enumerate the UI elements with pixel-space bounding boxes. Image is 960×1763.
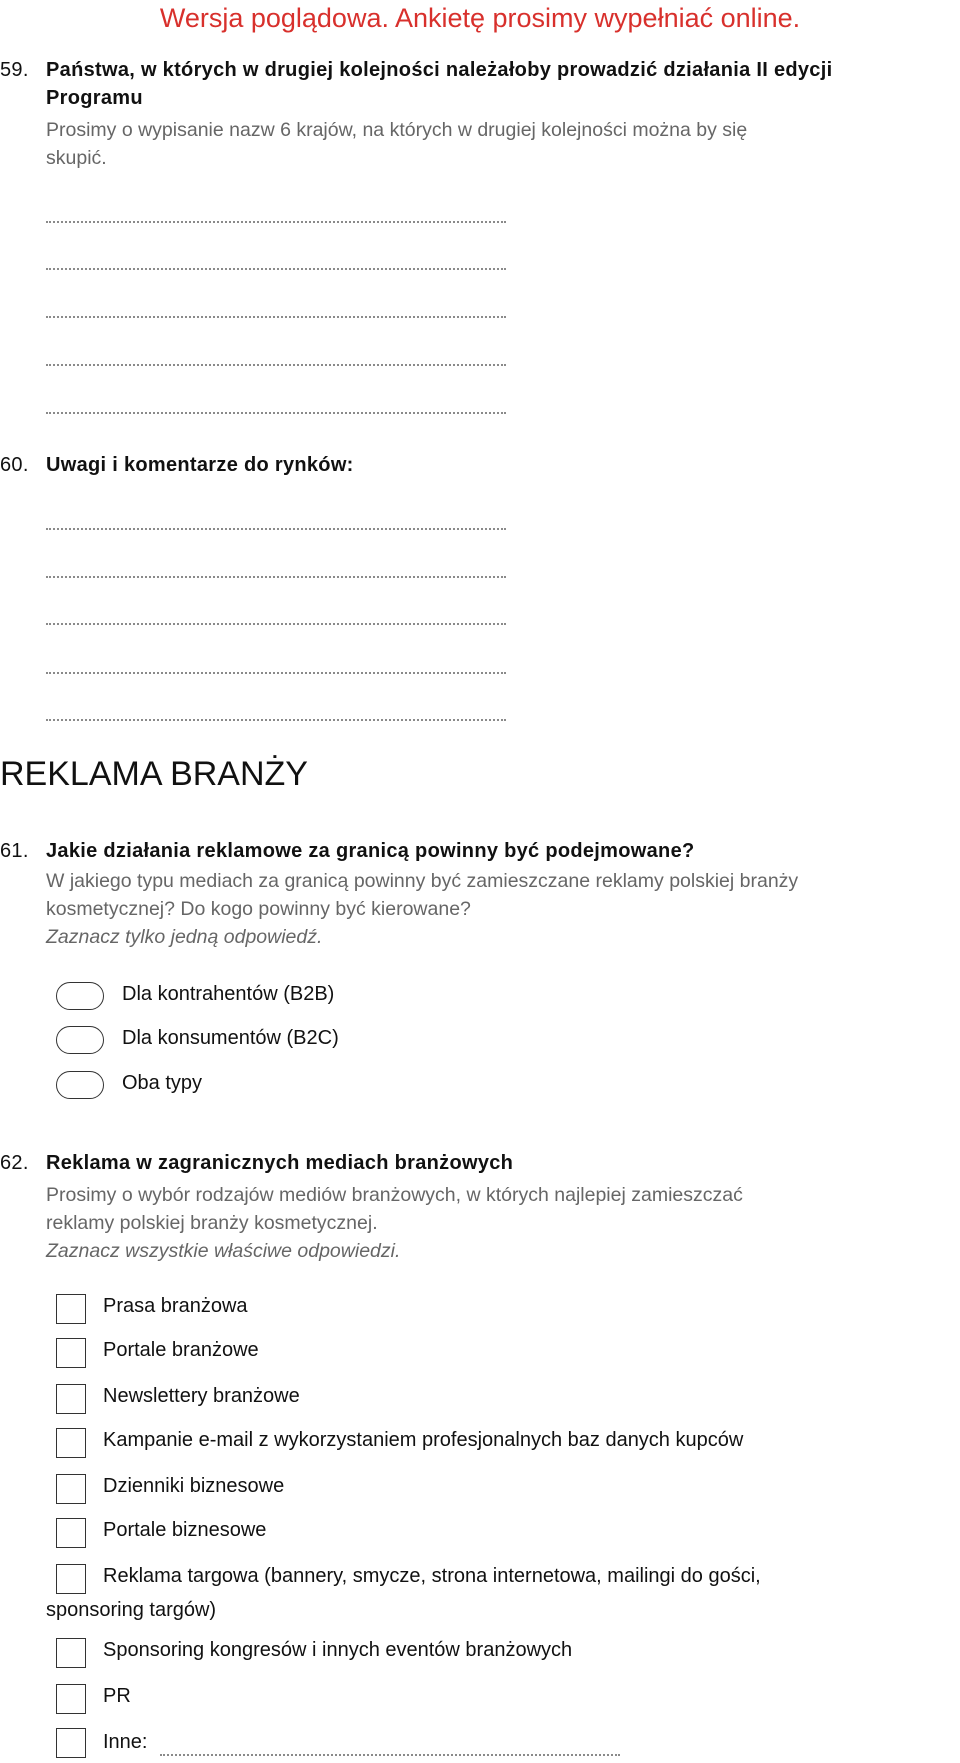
question-hint: Zaznacz tylko jedną odpowiedź. — [46, 926, 323, 948]
option-label: PR — [103, 1685, 131, 1707]
option-label-continuation: sponsoring targów) — [46, 1599, 217, 1621]
option-label: Reklama targowa (bannery, smycze, strona internetowa, mailingi do gości, — [103, 1565, 761, 1587]
option-label: Prasa branżowa — [103, 1295, 248, 1317]
question-62 — [0, 1149, 960, 1265]
question-title-text: Jakie działania reklamowe za granicą powinny być podejmowane? — [46, 840, 695, 862]
section-title: REKLAMA BRANŻY — [0, 755, 308, 793]
question-number: 60. — [0, 454, 29, 476]
question-title — [0, 1149, 960, 1177]
question-61 — [0, 837, 960, 951]
question-60 — [0, 451, 960, 479]
description-line1: Prosimy o wybór rodzajów mediów branżowych, w których najlepiej zamieszczać — [46, 1184, 743, 1206]
checkbox-inne[interactable] — [56, 1728, 86, 1758]
answer-line-1[interactable] — [46, 221, 506, 223]
question-description — [0, 1181, 960, 1237]
question-title-text: Uwagi i komentarze do rynków: — [46, 454, 354, 476]
question-title — [0, 837, 960, 865]
answer-line-3[interactable] — [46, 316, 506, 318]
checkbox-kampanie-email[interactable] — [56, 1428, 86, 1458]
question-description — [0, 116, 960, 172]
option-label: Kampanie e-mail z wykorzystaniem profesjonalnych baz danych kupców — [103, 1429, 744, 1451]
answer-line-4[interactable] — [46, 364, 506, 366]
comment-line-2[interactable] — [46, 576, 506, 578]
description-line1: W jakiego typu mediach za granicą powinny być zamieszczane reklamy polskiej branży — [46, 870, 799, 892]
question-title — [0, 56, 960, 112]
preview-banner: Wersja poglądowa. Ankietę prosimy wypełniać online. — [159, 3, 801, 33]
checkbox-portale-biznesowe[interactable] — [56, 1518, 86, 1548]
other-input-line[interactable] — [160, 1754, 620, 1756]
option-label: Inne: — [103, 1731, 148, 1753]
question-title — [0, 451, 960, 479]
question-number: 61. — [0, 840, 29, 862]
question-description — [0, 867, 960, 923]
comment-line-4[interactable] — [46, 672, 506, 674]
option-label: Portale branżowe — [103, 1339, 259, 1361]
checkbox-reklama-targowa[interactable] — [56, 1564, 86, 1594]
comment-line-3[interactable] — [46, 623, 506, 625]
answer-line-2[interactable] — [46, 268, 506, 270]
radio-both[interactable] — [56, 1071, 104, 1099]
description-line2: skupić. — [46, 147, 107, 169]
answer-line-5[interactable] — [46, 412, 506, 414]
option-label: Oba typy — [122, 1072, 203, 1094]
radio-b2b[interactable] — [56, 982, 104, 1010]
question-number: 62. — [0, 1152, 29, 1174]
question-hint: Zaznacz wszystkie właściwe odpowiedzi. — [46, 1240, 401, 1262]
question-number: 59. — [0, 59, 29, 81]
radio-b2c[interactable] — [56, 1026, 104, 1054]
question-title-line1: Państwa, w których w drugiej kolejności należałoby prowadzić działania II edycji — [46, 59, 833, 81]
option-label: Sponsoring kongresów i innych eventów branżowych — [103, 1639, 573, 1661]
checkbox-prasa-branzowa[interactable] — [56, 1294, 86, 1324]
checkbox-portale-branzowe[interactable] — [56, 1338, 86, 1368]
comment-line-5[interactable] — [46, 719, 506, 721]
description-line2: kosmetycznej? Do kogo powinny być kierowane? — [46, 898, 471, 920]
checkbox-dzienniki-biznesowe[interactable] — [56, 1474, 86, 1504]
question-title-line2: Programu — [46, 87, 143, 109]
option-label: Dzienniki biznesowe — [103, 1475, 285, 1497]
description-line1: Prosimy o wypisanie nazw 6 krajów, na których w drugiej kolejności można by się — [46, 119, 748, 141]
option-label: Portale biznesowe — [103, 1519, 267, 1541]
question-59 — [0, 56, 960, 172]
checkbox-newslettery-branzowe[interactable] — [56, 1384, 86, 1414]
option-label: Newslettery branżowe — [103, 1385, 300, 1407]
option-label: Dla konsumentów (B2C) — [122, 1027, 339, 1049]
question-title-text: Reklama w zagranicznych mediach branżowych — [46, 1152, 514, 1174]
description-line2: reklamy polskiej branży kosmetycznej. — [46, 1212, 378, 1234]
checkbox-sponsoring-kongresow[interactable] — [56, 1638, 86, 1668]
comment-line-1[interactable] — [46, 528, 506, 530]
checkbox-pr[interactable] — [56, 1684, 86, 1714]
option-label: Dla kontrahentów (B2B) — [122, 983, 335, 1005]
